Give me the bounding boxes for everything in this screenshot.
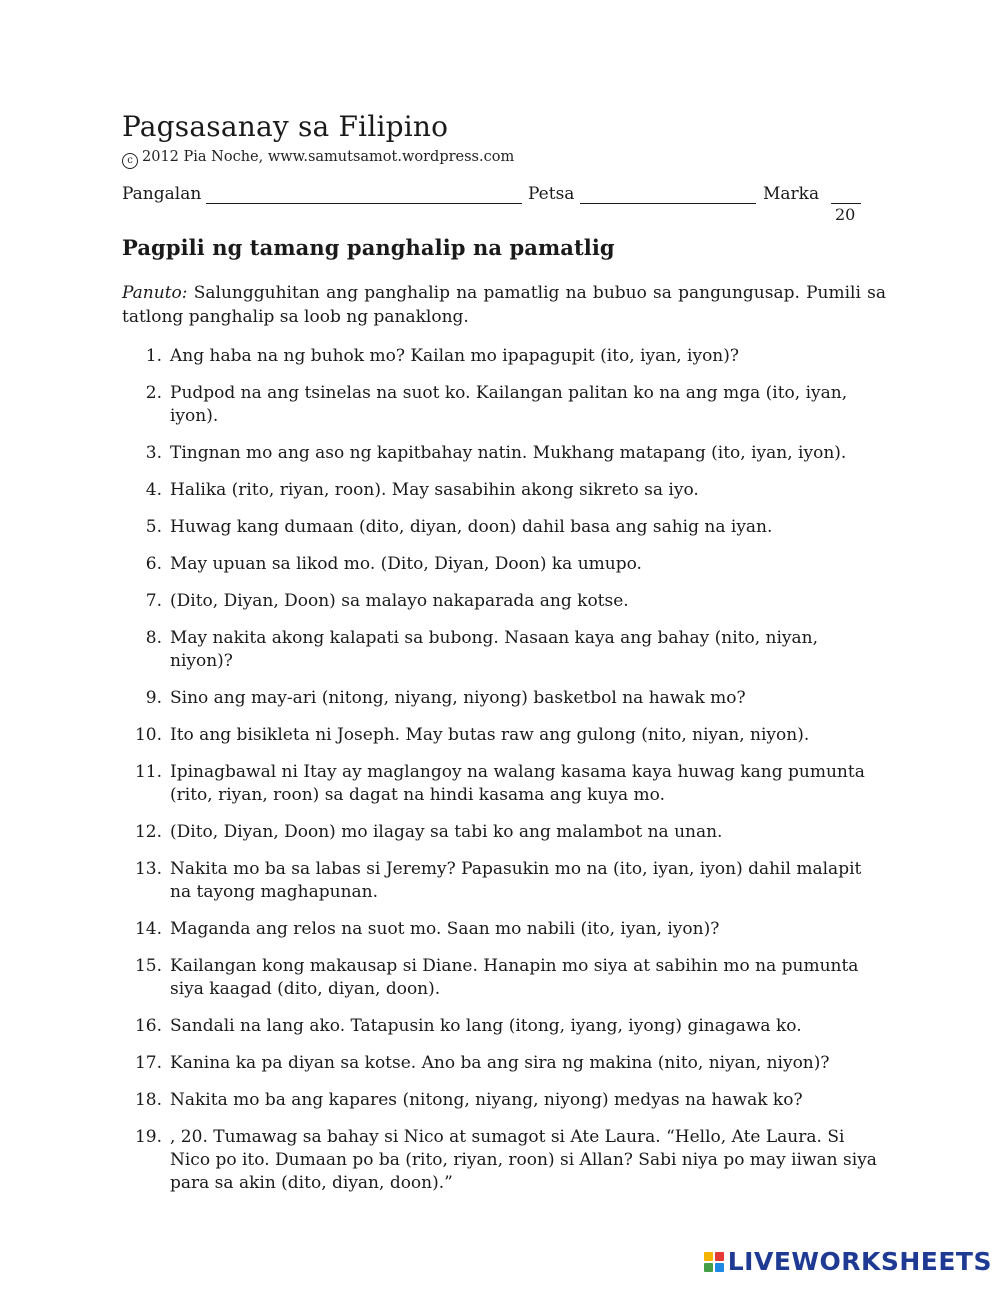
item-text[interactable]: Nakita mo ba sa labas si Jeremy? Papasukin mo na (ito, iyan, iyon) dahil malapit na tayong maghapunan. xyxy=(170,859,862,902)
list-item xyxy=(122,479,886,502)
list-item xyxy=(122,345,886,368)
list-item xyxy=(122,821,886,844)
score-field[interactable] xyxy=(831,203,861,204)
item-number: 11. xyxy=(134,762,162,782)
item-text[interactable]: Nakita mo ba ang kapares (nitong, niyang, niyong) medyas na hawak ko? xyxy=(170,1090,803,1110)
list-item xyxy=(122,1015,886,1038)
item-number: 7. xyxy=(145,591,162,611)
list-item xyxy=(122,442,886,465)
item-text[interactable]: Kanina ka pa diyan sa kotse. Ano ba ang sira ng makina (nito, niyan, niyon)? xyxy=(170,1053,830,1073)
student-info-fields xyxy=(122,183,886,227)
item-text[interactable]: May nakita akong kalapati sa bubong. Nasaan kaya ang bahay (nito, niyan, niyon)? xyxy=(170,628,818,671)
instructions-text: Salungguhitan ang panghalip na pamatlig na bubuo sa pangungusap. Pumili sa tatlong panghalip sa loob ng panaklong. xyxy=(122,283,886,327)
item-text[interactable]: Sandali na lang ako. Tatapusin ko lang (itong, iyang, iyong) ginagawa ko. xyxy=(170,1016,802,1036)
name-label: Pangalan xyxy=(122,184,202,204)
item-text[interactable]: (Dito, Diyan, Doon) mo ilagay sa tabi ko ang malambot na unan. xyxy=(170,822,723,842)
item-number: 8. xyxy=(145,628,162,648)
item-number: 13. xyxy=(134,859,162,879)
list-item xyxy=(122,590,886,613)
item-number: 17. xyxy=(134,1053,162,1073)
list-item xyxy=(122,918,886,941)
list-item xyxy=(122,761,886,807)
list-item xyxy=(122,553,886,576)
item-text[interactable]: Halika (rito, riyan, roon). May sasabihin akong sikreto sa iyo. xyxy=(170,480,699,500)
item-text[interactable]: Sino ang may-ari (nitong, niyang, niyong) basketbol na hawak mo? xyxy=(170,688,746,708)
item-number: 6. xyxy=(145,554,162,574)
list-item xyxy=(122,687,886,710)
copyright-line xyxy=(122,146,886,169)
copyright-icon: c xyxy=(122,153,138,169)
item-text[interactable]: Kailangan kong makausap si Diane. Hanapin mo siya at sabihin mo na pumunta siya kaagad (dito, diyan, doon). xyxy=(170,956,859,999)
score-total: 20 xyxy=(835,205,856,224)
list-item xyxy=(122,724,886,747)
item-number: 9. xyxy=(145,688,162,708)
item-number: 12. xyxy=(134,822,162,842)
logo-squares-icon xyxy=(704,1252,724,1272)
item-number: 19. xyxy=(134,1127,162,1147)
date-label: Petsa xyxy=(528,184,575,204)
item-number: 5. xyxy=(145,517,162,537)
worksheet-title: Pagsasanay sa Filipino xyxy=(122,110,449,143)
item-number: 1. xyxy=(145,346,162,366)
list-item xyxy=(122,858,886,904)
item-number: 18. xyxy=(134,1090,162,1110)
section-title: Pagpili ng tamang panghalip na pamatlig xyxy=(122,235,615,260)
liveworksheets-logo[interactable] xyxy=(704,1247,992,1277)
logo-square xyxy=(704,1252,713,1261)
item-text[interactable]: Ito ang bisikleta ni Joseph. May butas raw ang gulong (nito, niyan, niyon). xyxy=(170,725,810,745)
list-item xyxy=(122,955,886,1001)
item-text[interactable]: Pudpod na ang tsinelas na suot ko. Kailangan palitan ko na ang mga (ito, iyan, iyon). xyxy=(170,383,848,426)
item-text[interactable]: , 20. Tumawag sa bahay si Nico at sumagot si Ate Laura. “Hello, Ate Laura. Si Nico po ito. Dumaan po ba (rito, riyan, roon) si Allan? Sabi niya po may iiwan siya para sa akin (dito, diyan, doon).” xyxy=(170,1127,877,1193)
list-item xyxy=(122,627,886,673)
item-text[interactable]: Maganda ang relos na suot mo. Saan mo nabili (ito, iyan, iyon)? xyxy=(170,919,720,939)
item-number: 4. xyxy=(145,480,162,500)
item-number: 15. xyxy=(134,956,162,976)
logo-text: LIVEWORKSHEETS xyxy=(727,1247,992,1276)
logo-square xyxy=(715,1263,724,1272)
item-text[interactable]: May upuan sa likod mo. (Dito, Diyan, Doon) ka umupo. xyxy=(170,554,642,574)
list-item xyxy=(122,1052,886,1075)
worksheet-page xyxy=(122,108,886,1209)
item-text[interactable]: Ang haba na ng buhok mo? Kailan mo ipapagupit (ito, iyan, iyon)? xyxy=(170,346,739,366)
instructions-label: Panuto: xyxy=(122,283,188,303)
list-item xyxy=(122,516,886,539)
item-number: 2. xyxy=(145,383,162,403)
item-number: 14. xyxy=(134,919,162,939)
item-text[interactable]: Huwag kang dumaan (dito, diyan, doon) dahil basa ang sahig na iyan. xyxy=(170,517,773,537)
copyright-text: 2012 Pia Noche, www.samutsamot.wordpress.com xyxy=(142,149,515,165)
score-label: Marka xyxy=(763,184,820,204)
list-item xyxy=(122,1089,886,1112)
instructions xyxy=(122,281,886,329)
item-number: 16. xyxy=(134,1016,162,1036)
date-field[interactable] xyxy=(580,203,756,204)
item-number: 3. xyxy=(145,443,162,463)
item-text[interactable]: Ipinagbawal ni Itay ay maglangoy na walang kasama kaya huwag kang pumunta (rito, riyan, roon) sa dagat na hindi kasama ang kuya mo. xyxy=(170,762,865,805)
item-text[interactable]: (Dito, Diyan, Doon) sa malayo nakaparada ang kotse. xyxy=(170,591,629,611)
list-item xyxy=(122,382,886,428)
item-number: 10. xyxy=(134,725,162,745)
logo-square xyxy=(704,1263,713,1272)
logo-square xyxy=(715,1252,724,1261)
name-field[interactable] xyxy=(206,203,522,204)
item-text[interactable]: Tingnan mo ang aso ng kapitbahay natin. Mukhang matapang (ito, iyan, iyon). xyxy=(170,443,847,463)
question-list xyxy=(122,345,886,1195)
list-item xyxy=(122,1126,886,1195)
